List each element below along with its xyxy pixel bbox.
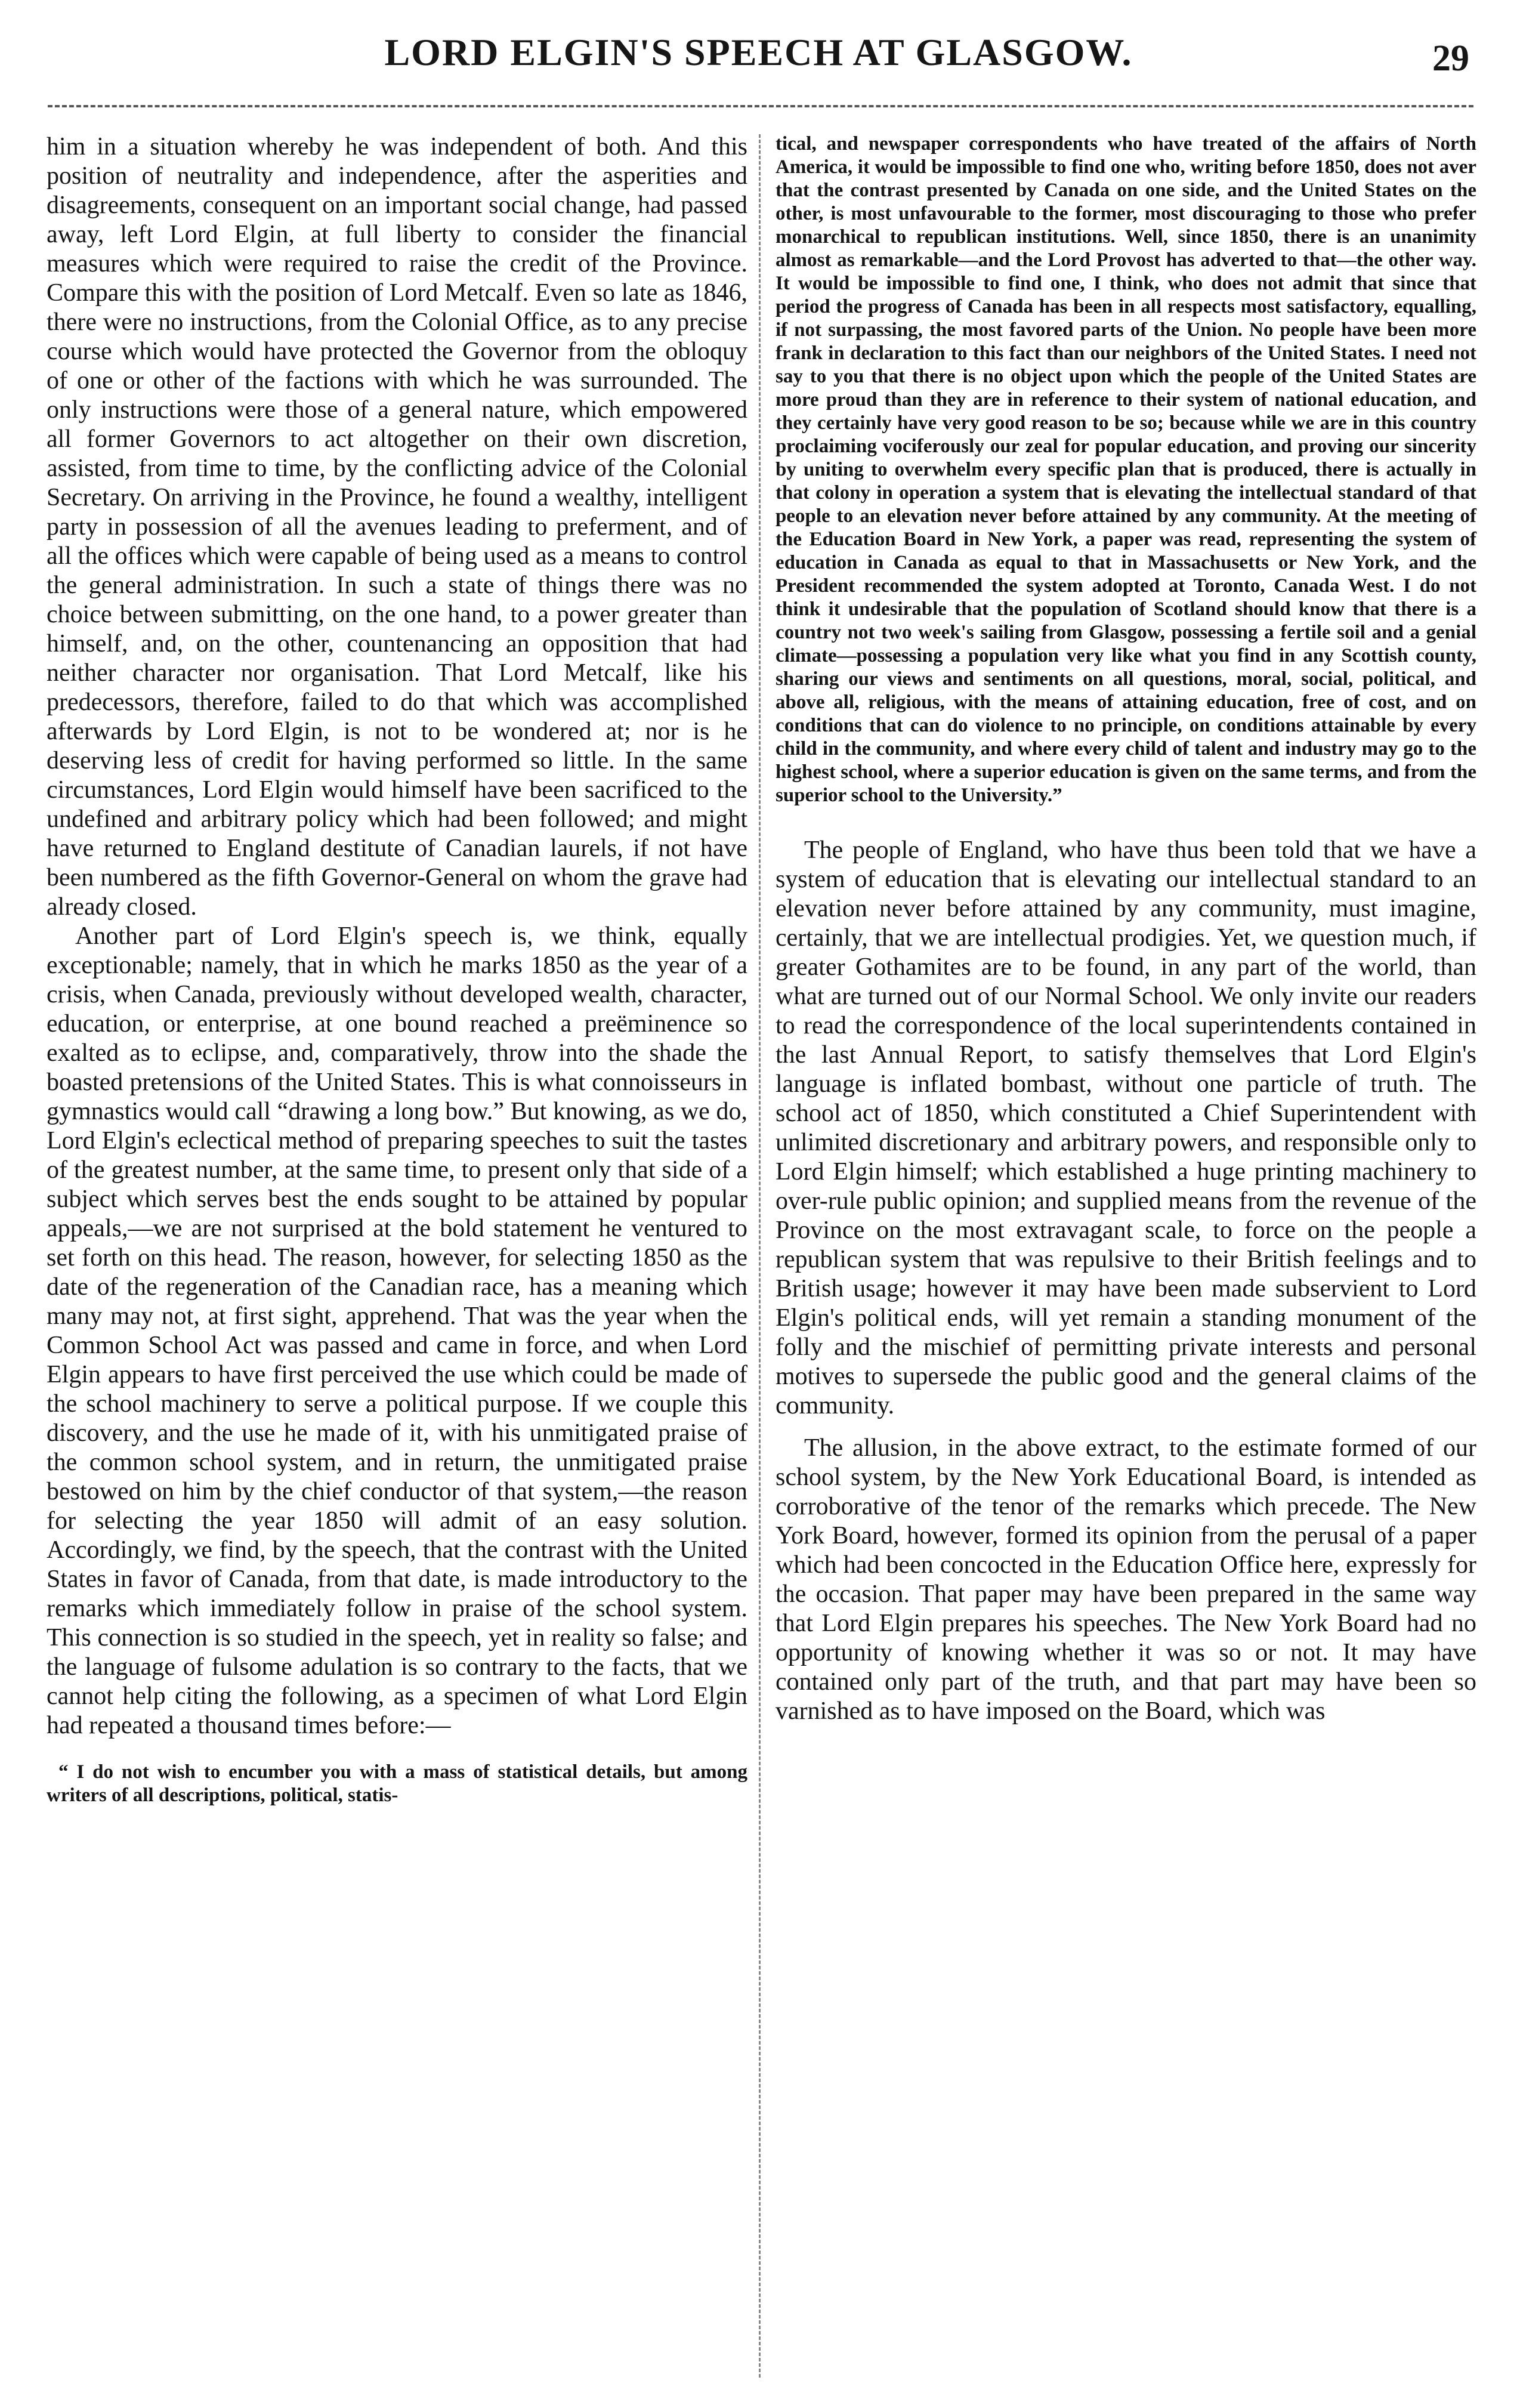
running-head [0,29,1517,79]
page-title: LORD ELGIN'S SPEECH AT GLASGOW. [384,31,1133,73]
quotation-continued [776,132,1476,807]
left-column [47,132,747,1807]
right-column [776,132,1476,1726]
header-rule [48,105,1473,107]
quotation-paragraph: tical, and newspaper correspondents who have treated of the affairs of North America, it would be impossible to find one who, writing before 1850, does not aver that the contrast presented by Canada on one side, and the United States on the other, is most unfavourable to the former, most discouraging to those who prefer monarchical to republican institutions. Well, since 1850, there is an unanimity almost as remarkable—and the Lord Provost has adverted to that—the other way. It would be impossible to find one, I think, who does not admit that since that period the progress of Canada has been in all respects most satisfactory, equalling, if not surpassing, the most favored parts of the Union. No people have been more frank in declaration to this fact than our neighbors of the United States. I need not say to you that there is no object upon which the people of the United States are more proud than they are in reference to their system of national education, and they certainly have very good reason to be so; because while we are in this country proclaiming vociferously our zeal for popular education, and proving our sincerity by uniting to overwhelm every specific plan that is produced, there is actually in that colony in operation a system that is elevating the intellectual standard of that people to an elevation never before attained by any community. At the meeting of the Education Board in New York, a paper was read, representing the system of education in Canada as equal to that in Massachusetts or New York, and the President recommended the system adopted at Toronto, Canada West. I do not think it undesirable that the population of Scotland should know that there is a country not two week's sailing from Glasgow, possessing a fertile soil and a genial climate—possessing a population very like what you find in any Scottish county, sharing our views and sentiments on all questions, moral, social, political, and above all, religious, with the means of attaining education, free of cost, and on conditions that can do violence to no principle, on conditions attainable by every child in the community, and where every child of talent and industry may go to the highest school, where a superior education is given on the same terms, and from the superior school to the University.” [776,133,1476,806]
column-divider [759,134,761,2378]
left-column-body [47,132,747,1740]
right-column-body [776,836,1476,1726]
page-number: 29 [1432,38,1469,79]
paragraph: The people of England, who have thus been told that we have a system of education that is elevating our intellectual standard to an elevation never before attained by any community, must imagine, certainly, that we are intellectual prodigies. Yet, we question much, if greater Gothamites are to be found, in any part of the world, than what are turned out of our Normal School. We only invite our readers to read the correspondence of the local superintendents contained in the last Annual Report, to satisfy themselves that Lord Elgin's language is inflated bombast, without one particle of truth. The school act of 1850, which constituted a Chief Superintendent with unlimited discretionary and arbitrary powers, and responsible only to Lord Elgin himself; which established a huge printing machinery to over-rule public opinion; and supplied means from the revenue of the Province on the most extravagant scale, to force on the people a republican system that was repulsive to their British feelings and to British usage; however it may have been made subservient to Lord Elgin's political ends, will yet remain a standing monument of the folly and the mischief of permitting private interests and personal motives to supersede the public good and the general claims of the community. [776,836,1476,1419]
quotation-start: “ I do not wish to encumber you with a mass of statistical details, but among writers of all descriptions, political, statis- [47,1761,747,1806]
paragraph: The allusion, in the above extract, to the estimate formed of our school system, by the New York Educational Board, is intended as corroborative of the tenor of the remarks which precede. The New York Board, however, formed its opinion from the perusal of a paper which had been concocted in the Education Office here, expressly for the occasion. That paper may have been prepared in the same way that Lord Elgin prepares his speeches. The New York Board had no opportunity of knowing whether it was so or not. It may have contained only part of the truth, and that part may have been so varnished as to have imposed on the Board, which was [776,1434,1476,1725]
paragraph: Another part of Lord Elgin's speech is, we think, equally exceptionable; namely, that in which he marks 1850 as the year of a crisis, when Canada, previously without developed wealth, character, education, or enterprise, at one bound reached a preëminence so exalted as to eclipse, and, comparatively, throw into the shade the boasted pretensions of the United States. This is what connoisseurs in gymnastics would call “drawing a long bow.” But knowing, as we do, Lord Elgin's eclectical method of preparing speeches to suit the tastes of the greatest number, at the same time, to present only that side of a subject which serves best the ends sought to be attained by popular appeals,—we are not surprised at the bold statement he ventured to set forth on this head. The reason, however, for selecting 1850 as the date of the regeneration of the Canadian race, has a meaning which many may not, at first sight, apprehend. That was the year when the Common School Act was passed and came in force, and when Lord Elgin appears to have first perceived the use which could be made of the school machinery to serve a political purpose. If we couple this discovery, and the use he made of it, with his unmitigated praise of the common school system, and in return, the unmitigated praise bestowed on him by the chief conductor of that system,—the reason for selecting the year 1850 will admit of an easy solution. Accordingly, we find, by the speech, that the contrast with the United States in favor of Canada, from that date, is made introductory to the remarks which immediately follow in praise of the school system. This connection is so studied in the speech, yet in reality so false; and the language of fulsome adulation is so contrary to the facts, that we cannot help citing the following, as a specimen of what Lord Elgin had repeated a thousand times before:— [47,922,747,1739]
paragraph: him in a situation whereby he was independent of both. And this position of neutrality and independence, after the asperities and disagreements, consequent on an important social change, had passed away, left Lord Elgin, at full liberty to consider the financial measures which were required to raise the credit of the Province. Compare this with the position of Lord Metcalf. Even so late as 1846, there were no instructions, from the Colonial Office, as to any precise course which would have protected the Governor from the obloquy of one or other of the factions with which he was surrounded. The only instructions were those of a general nature, which empowered all former Governors to act altogether on their own discretion, assisted, from time to time, by the conflicting advice of the Colonial Secretary. On arriving in the Province, he found a wealthy, intelligent party in possession of all the avenues leading to preferment, and of all the offices which were capable of being used as a means to control the general administration. In such a state of things there was no choice between submitting, on the one hand, to a power greater than himself, and, on the other, countenancing an opposition that had neither character nor organisation. That Lord Metcalf, like his predecessors, therefore, failed to do that which was accomplished afterwards by Lord Elgin, is not to be wondered at; nor is he deserving less of credit for having performed so little. In the same circumstances, Lord Elgin would himself have been sacrificed to the undefined and arbitrary policy which had been followed; and might have returned to England destitute of Canadian laurels, if not have been numbered as the fifth Governor-General on whom the grave had already closed. [47,133,747,921]
